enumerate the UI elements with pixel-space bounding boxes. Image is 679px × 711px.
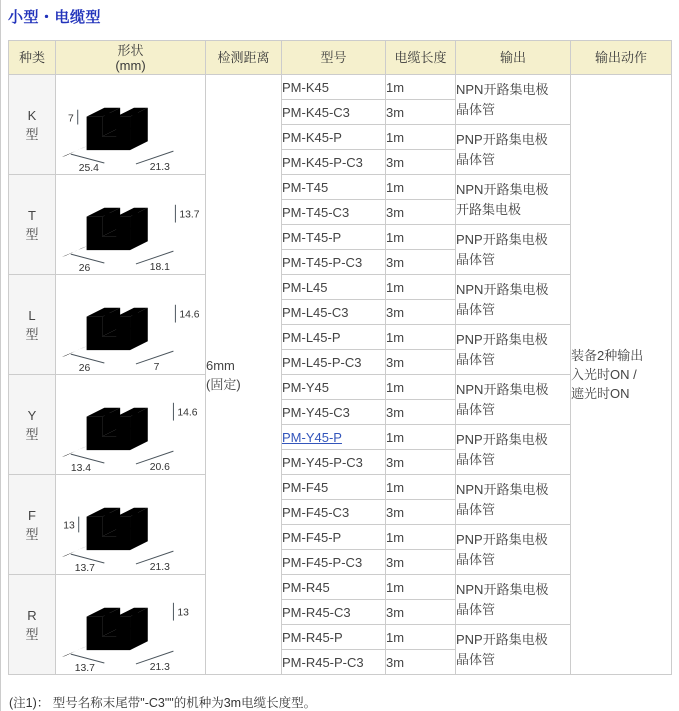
sensor-spec-table (8, 40, 672, 675)
output-cell: PNP开路集电极 晶体管 (456, 625, 571, 675)
table-row (9, 75, 672, 100)
model-cell: PM-K45 (282, 75, 386, 100)
svg-text:7: 7 (67, 113, 74, 125)
svg-text:18.1: 18.1 (149, 261, 170, 273)
type-cell-l: L 型 (9, 275, 56, 375)
svg-text:21.3: 21.3 (149, 161, 170, 173)
sensor-drawing-y-icon (57, 375, 205, 474)
sensor-drawing-l-icon (57, 275, 205, 374)
shape-cell-y (56, 375, 206, 475)
cable-cell: 1m (386, 525, 456, 550)
col-header-shape-line1: 形状 (117, 42, 144, 58)
model-cell: PM-F45 (282, 475, 386, 500)
model-cell: PM-L45-P (282, 325, 386, 350)
output-cell: PNP开路集电极 晶体管 (456, 425, 571, 475)
col-header-shape-line2: (mm) (115, 57, 146, 73)
cable-cell: 1m (386, 225, 456, 250)
svg-text:21.3: 21.3 (149, 561, 170, 573)
shape-cell-t (56, 175, 206, 275)
model-cell: PM-K45-P-C3 (282, 150, 386, 175)
svg-text:13.7: 13.7 (178, 209, 200, 221)
col-header-cable: 电缆长度 (386, 41, 456, 75)
svg-text:26: 26 (78, 362, 90, 374)
cable-cell: 3m (386, 300, 456, 325)
model-cell: PM-R45 (282, 575, 386, 600)
cable-cell: 3m (386, 550, 456, 575)
svg-text:13: 13 (62, 520, 75, 532)
svg-text:13.4: 13.4 (70, 462, 91, 474)
cable-cell: 1m (386, 475, 456, 500)
model-cell: PM-K45-C3 (282, 100, 386, 125)
model-cell: PM-T45 (282, 175, 386, 200)
cable-cell: 3m (386, 100, 456, 125)
output-cell: PNP开路集电极 晶体管 (456, 225, 571, 275)
cable-cell: 1m (386, 375, 456, 400)
model-cell: PM-Y45 (282, 375, 386, 400)
model-cell: PM-R45-P (282, 625, 386, 650)
cable-cell: 3m (386, 200, 456, 225)
sensor-drawing-t-icon (57, 175, 205, 274)
model-cell: PM-F45-P-C3 (282, 550, 386, 575)
model-cell: PM-Y45-C3 (282, 400, 386, 425)
svg-text:13.7: 13.7 (74, 662, 95, 674)
shape-cell-l (56, 275, 206, 375)
model-cell: PM-L45-P-C3 (282, 350, 386, 375)
svg-text:14.6: 14.6 (176, 407, 198, 419)
cable-cell: 3m (386, 500, 456, 525)
model-cell: PM-F45-P (282, 525, 386, 550)
svg-text:7: 7 (153, 361, 159, 373)
type-cell-f: F 型 (9, 475, 56, 575)
cable-cell: 3m (386, 150, 456, 175)
model-cell: PM-T45-P-C3 (282, 250, 386, 275)
cable-cell: 1m (386, 625, 456, 650)
model-cell (282, 425, 386, 450)
cable-cell: 3m (386, 400, 456, 425)
col-header-distance: 检测距离 (206, 41, 282, 75)
model-cell: PM-Y45-P-C3 (282, 450, 386, 475)
model-cell: PM-R45-P-C3 (282, 650, 386, 675)
shape-cell-r (56, 575, 206, 675)
output-cell: NPN开路集电极 晶体管 (456, 475, 571, 525)
col-header-shape (56, 41, 206, 75)
type-cell-r: R 型 (9, 575, 56, 675)
cable-cell: 3m (386, 450, 456, 475)
output-cell: PNP开路集电极 晶体管 (456, 525, 571, 575)
col-header-action: 输出动作 (571, 41, 672, 75)
cable-cell: 1m (386, 175, 456, 200)
svg-text:25.4: 25.4 (78, 162, 99, 174)
cable-cell: 1m (386, 425, 456, 450)
output-cell: NPN开路集电极 晶体管 (456, 275, 571, 325)
footnote: (注1)： 型号名称末尾带"-C3""的机种为3m电缆长度型。 (9, 696, 317, 710)
cable-cell: 1m (386, 275, 456, 300)
model-link-pm-y45-p[interactable]: PM-Y45-P (282, 429, 342, 445)
cable-cell: 3m (386, 250, 456, 275)
sensor-drawing-r-icon (57, 575, 205, 674)
col-header-model: 型号 (282, 41, 386, 75)
model-cell: PM-K45-P (282, 125, 386, 150)
output-cell: NPN开路集电极 晶体管 (456, 575, 571, 625)
output-cell: PNP开路集电极 晶体管 (456, 125, 571, 175)
output-cell: NPN开路集电极 晶体管 (456, 375, 571, 425)
model-cell: PM-L45 (282, 275, 386, 300)
type-cell-k: K 型 (9, 75, 56, 175)
cable-cell: 3m (386, 600, 456, 625)
svg-text:14.6: 14.6 (178, 309, 200, 321)
model-cell: PM-T45-C3 (282, 200, 386, 225)
cable-cell: 1m (386, 125, 456, 150)
cable-cell: 1m (386, 325, 456, 350)
header-row (9, 41, 672, 75)
svg-text:13.7: 13.7 (74, 562, 95, 574)
shape-cell-f (56, 475, 206, 575)
cable-cell: 3m (386, 650, 456, 675)
output-cell: NPN开路集电极 开路集电极 (456, 175, 571, 225)
type-cell-t: T 型 (9, 175, 56, 275)
model-cell: PM-T45-P (282, 225, 386, 250)
svg-text:26: 26 (78, 262, 90, 274)
model-cell: PM-L45-C3 (282, 300, 386, 325)
svg-text:21.3: 21.3 (149, 661, 170, 673)
page-title: 小型・电缆型 (8, 9, 102, 26)
model-cell: PM-F45-C3 (282, 500, 386, 525)
cable-cell: 3m (386, 350, 456, 375)
cable-cell: 1m (386, 75, 456, 100)
svg-text:13: 13 (176, 607, 189, 619)
col-header-output: 输出 (456, 41, 571, 75)
type-cell-y: Y 型 (9, 375, 56, 475)
sensor-drawing-k-icon (57, 75, 205, 174)
output-cell: PNP开路集电极 晶体管 (456, 325, 571, 375)
output-cell: NPN开路集电极 晶体管 (456, 75, 571, 125)
sensor-drawing-f-icon (57, 475, 205, 574)
shape-cell-k (56, 75, 206, 175)
output-action-cell: 装备2种输出 入光时ON / 遮光时ON (571, 75, 672, 675)
col-header-type: 种类 (9, 41, 56, 75)
distance-cell: 6mm (固定) (206, 75, 282, 675)
svg-text:20.6: 20.6 (149, 461, 170, 473)
model-cell: PM-R45-C3 (282, 600, 386, 625)
cable-cell: 1m (386, 575, 456, 600)
